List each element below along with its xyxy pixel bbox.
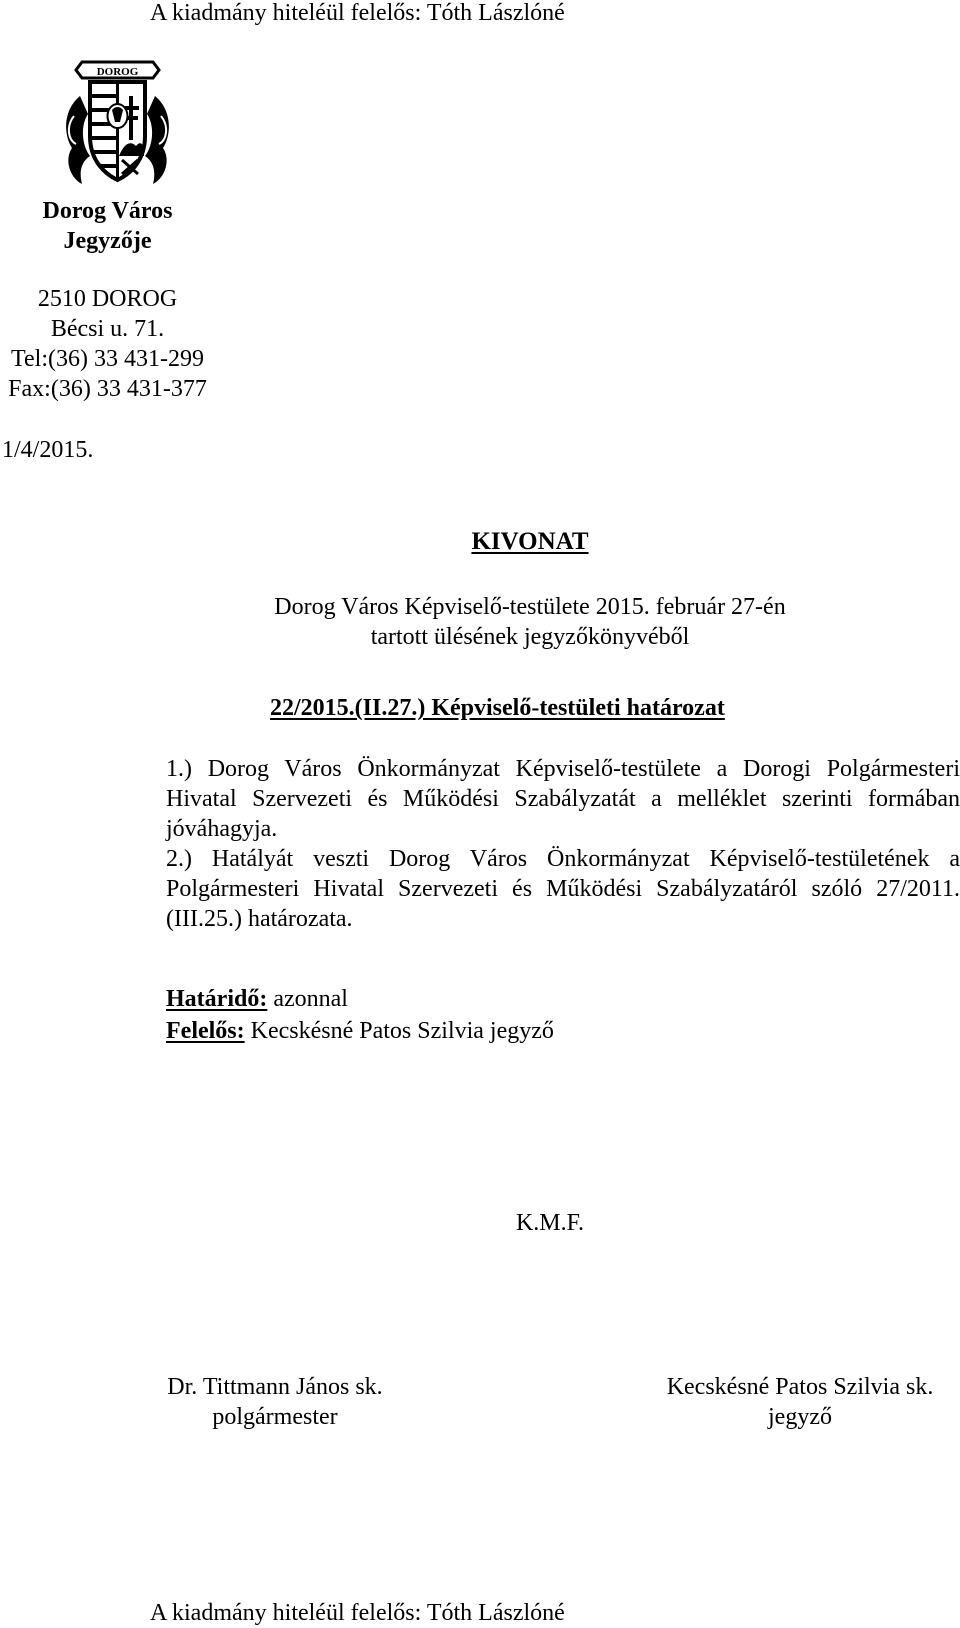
subtitle-line-2: tartott ülésének jegyzőkönyvéből bbox=[370, 624, 690, 650]
responsible-line bbox=[166, 1016, 554, 1046]
signature-mayor-role: polgármester bbox=[212, 1404, 338, 1430]
office-address bbox=[0, 284, 215, 404]
office-city: Dorog Város bbox=[42, 198, 173, 224]
address-street: Bécsi u. 71. bbox=[50, 316, 165, 342]
footer-certification: A kiadmány hiteléül felelős: Tóth Lászlóné bbox=[150, 1600, 565, 1626]
reference-number: 1/4/2015. bbox=[2, 437, 94, 463]
decision-paragraph-1: 1.) Dorog Város Önkormányzat Képviselő-testülete a Dorogi Polgármesteri Hivatal Szervezeti és Működési Szabályzatát a melléklet szerinti formában jóváhagyja. bbox=[166, 756, 960, 842]
subtitle-line-1: Dorog Város Képviselő-testülete 2015. február 27-én bbox=[274, 594, 786, 620]
address-postal: 2510 DOROG bbox=[37, 286, 178, 312]
address-phone: Tel:(36) 33 431-299 bbox=[11, 346, 204, 372]
office-role: Jegyzője bbox=[63, 228, 152, 254]
kmf-mark: K.M.F. bbox=[515, 1210, 585, 1236]
signature-mayor-name: Dr. Tittmann János sk. bbox=[167, 1374, 383, 1400]
issuing-office bbox=[0, 196, 215, 256]
document-title: KIVONAT bbox=[471, 528, 589, 555]
crest-banner-text: DOROG bbox=[96, 66, 139, 78]
signature-notary-name: Kecskésné Patos Szilvia sk. bbox=[666, 1374, 934, 1400]
deadline-value: azonnal bbox=[267, 986, 348, 1012]
decision-body bbox=[166, 754, 960, 934]
document-subtitle bbox=[0, 592, 960, 652]
signature-mayor bbox=[145, 1372, 405, 1432]
signature-notary bbox=[640, 1372, 960, 1432]
deadline-line bbox=[166, 984, 348, 1014]
address-fax: Fax:(36) 33 431-377 bbox=[8, 376, 207, 402]
dorog-crest-logo bbox=[60, 56, 175, 196]
responsible-label: Felelős: bbox=[166, 1018, 245, 1044]
decision-paragraph-2: 2.) Hatályát veszti Dorog Város Önkormányzat Képviselő-testületének a Polgármesteri Hivatal Szervezeti és Működési Szabályzatáról szóló 27/2011. (III.25.) határozata. bbox=[166, 846, 960, 932]
signature-notary-role: jegyző bbox=[768, 1404, 832, 1430]
responsible-value: Kecskésné Patos Szilvia jegyző bbox=[244, 1018, 554, 1044]
header-certification: A kiadmány hiteléül felelős: Tóth Lászlóné bbox=[150, 0, 565, 26]
decision-number: 22/2015.(II.27.) Képviselő-testületi határozat bbox=[270, 695, 725, 721]
deadline-label: Határidő: bbox=[166, 986, 268, 1012]
